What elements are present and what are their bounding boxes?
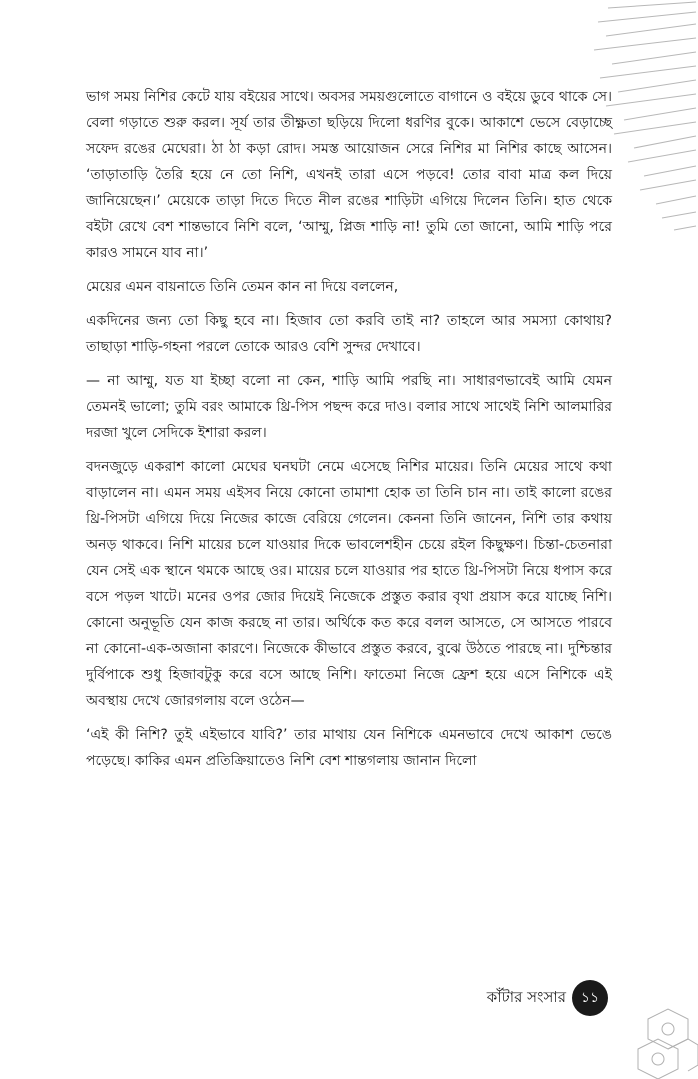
paragraph-4: — না আম্মু, যত যা ইচ্ছা বলো না কেন, শাড়ি আমি পরছি না। সাধারণভাবেই আমি যেমন তেমনই ভালো; তুমি বরং আমাকে থ্রি-পিস পছন্দ করে দাও। বলার সাথে সাথেই নিশি আলমারির দরজা খুলে সেদিকে ইশারা করল। bbox=[86, 373, 612, 441]
page-number-badge: ১১ bbox=[572, 980, 608, 1016]
paragraph-1: ভাগ সময় নিশির কেটে যায় বইয়ের সাথে। অবসর সময়গুলোতে বাগানে ও বইয়ে ডুবে থাকে সে। বেলা গড়াতে শুরু করল। সূর্য তার তীক্ষ্ণতা ছড়িয়ে দিলো ধরণির বুকে। আকাশে ভেসে বেড়াচ্ছে সফেদ রঙের মেঘেরা। ঠা ঠা কড়া রোদ। সমস্ত আয়োজন সেরে নিশির মা নিশির কাছে আসেন। ‘তাড়াতাড়ি তৈরি হয়ে নে তো নিশি, এখনই তারা এসে পড়বে! তোর বাবা মাত্র কল দিয়ে জানিয়েছেন।’ মেয়েকে তাড়া দিতে দিতে নীল রঙের শাড়িটা এগিয়ে দিলেন তিনি। হাত থেকে বইটা রেখে বেশ শান্তভাবে নিশি বলে, ‘আম্মু, প্লিজ শাড়ি না! তুমি তো জানো, আমি শাড়ি পরে কারও সামনে যাব না।’ bbox=[86, 89, 612, 261]
running-title: কাঁটার সংসার bbox=[486, 988, 566, 1006]
paragraph-2: মেয়ের এমন বায়নাতে তিনি তেমন কান না দিয়ে বললেন, bbox=[86, 279, 399, 295]
paragraph-3: একদিনের জন্য তো কিছু হবে না। হিজাব তো করবি তাই না? তাহলে আর সমস্যা কোথায়? তাছাড়া শাড়ি-গহনা পরলে তোকে আরও বেশি সুন্দর দেখাবে। bbox=[86, 313, 612, 355]
paragraph-5: বদনজুড়ে একরাশ কালো মেঘের ঘনঘটা নেমে এসেছে নিশির মায়ের। তিনি মেয়ের সাথে কথা বাড়ালেন না। এমন সময় এইসব নিয়ে কোনো তামাশা হোক তা তিনি চান না। তাই কালো রঙের থ্রি-পিসটা এগিয়ে দিয়ে নিজের কাজে বেরিয়ে গেলেন। কেননা তিনি জানেন, নিশি তার কথায় অনড় থাকবে। নিশি মায়ের চলে যাওয়ার দিকে ভাবলেশহীন চেয়ে রইল কিছুক্ষণ। চিন্তা-চেতনারা যেন সেই এক স্থানে থমকে আছে ওর। মায়ের চলে যাওয়ার পর হাতে থ্রি-পিসটা নিয়ে ধপাস করে বসে পড়ল খাটে। মনের ওপর জোর দিয়েই নিজেকে প্রস্তুত করার বৃথা প্রয়াস করে যাচ্ছে নিশি। কোনো অনুভূতি যেন কাজ করছে না তার। অর্থিকে কত করে বলল আসতে, সে আসতে পারবে না কোনো-এক-অজানা কারণে। নিজেকে কীভাবে প্রস্তুত করবে, বুঝে উঠতে পারছে না। দুশ্চিন্তার দুর্বিপাকে শুধু হিজাবটুকু করে বসে আছে নিশি। ফাতেমা নিজে ফ্রেশ হয়ে এসে নিশিকে এই অবস্থায় দেখে জোরগলায় বলে ওঠেন— bbox=[86, 459, 612, 709]
body-text bbox=[86, 84, 612, 782]
paragraph-6: ‘এই কী নিশি? তুই এইভাবে যাবি?’ তার মাথায় যেন নিশিকে এমনভাবে দেখে আকাশ ভেঙে পড়েছে। কাকির এমন প্রতিক্রিয়াতেও নিশি বেশ শান্তগলায় জানান দিলো bbox=[86, 727, 612, 769]
